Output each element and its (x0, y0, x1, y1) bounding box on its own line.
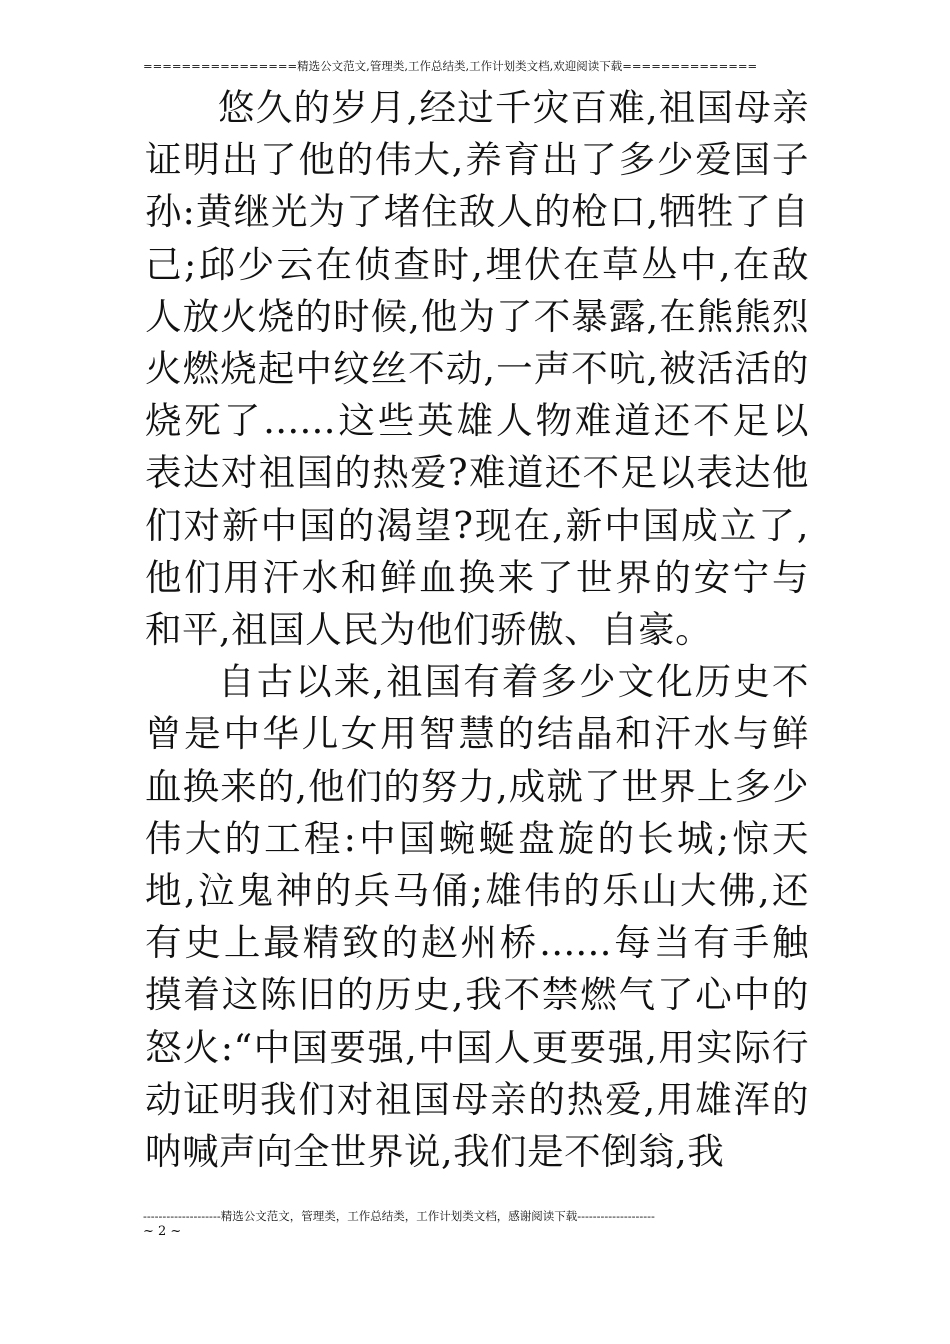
paragraph-1: 悠久的岁月,经过千灾百难,祖国母亲证明出了他的伟大,养育出了多少爱国子孙:黄继光为了堵住敌人的枪口,牺牲了自己;邱少云在侦查时,埋伏在草丛中,在敌人放火烧的时候,他为了不暴露,在熊熊烈火燃烧起中纹丝不动,一声不吭,被活活的烧死了......这些英雄人物难道还不足以表达对祖国的热爱?难道还不足以表达他们对新中国的渴望?现在,新中国成立了,他们用汗水和鲜血换来了世界的安宁与和平,祖国人民为他们骄傲、自豪。 (145, 86, 809, 652)
page-header: ================精选公文范文,管理类,工作总结类,工作计划类文档,欢迎阅读下载============== (143, 59, 758, 73)
page-number: ~ 2 ~ (143, 1224, 182, 1239)
page-footer: --------------------精选公文范文，管理类，工作总结类，工作计划类文档，感谢阅读下载-------------------- (143, 1209, 655, 1223)
body-text (145, 82, 809, 1178)
paragraph-2: 自古以来,祖国有着多少文化历史不曾是中华儿女用智慧的结晶和汗水与鲜血换来的,他们的努力,成就了世界上多少伟大的工程:中国蜿蜒盘旋的长城;惊天地,泣鬼神的兵马俑;雄伟的乐山大佛,还有史上最精致的赵州桥......每当有手触摸着这陈旧的历史,我不禁燃气了心中的怒火:“中国要强,中国人更要强,用实际行动证明我们对祖国母亲的热爱,用雄浑的呐喊声向全世界说,我们是不倒翁,我 (145, 660, 809, 1174)
